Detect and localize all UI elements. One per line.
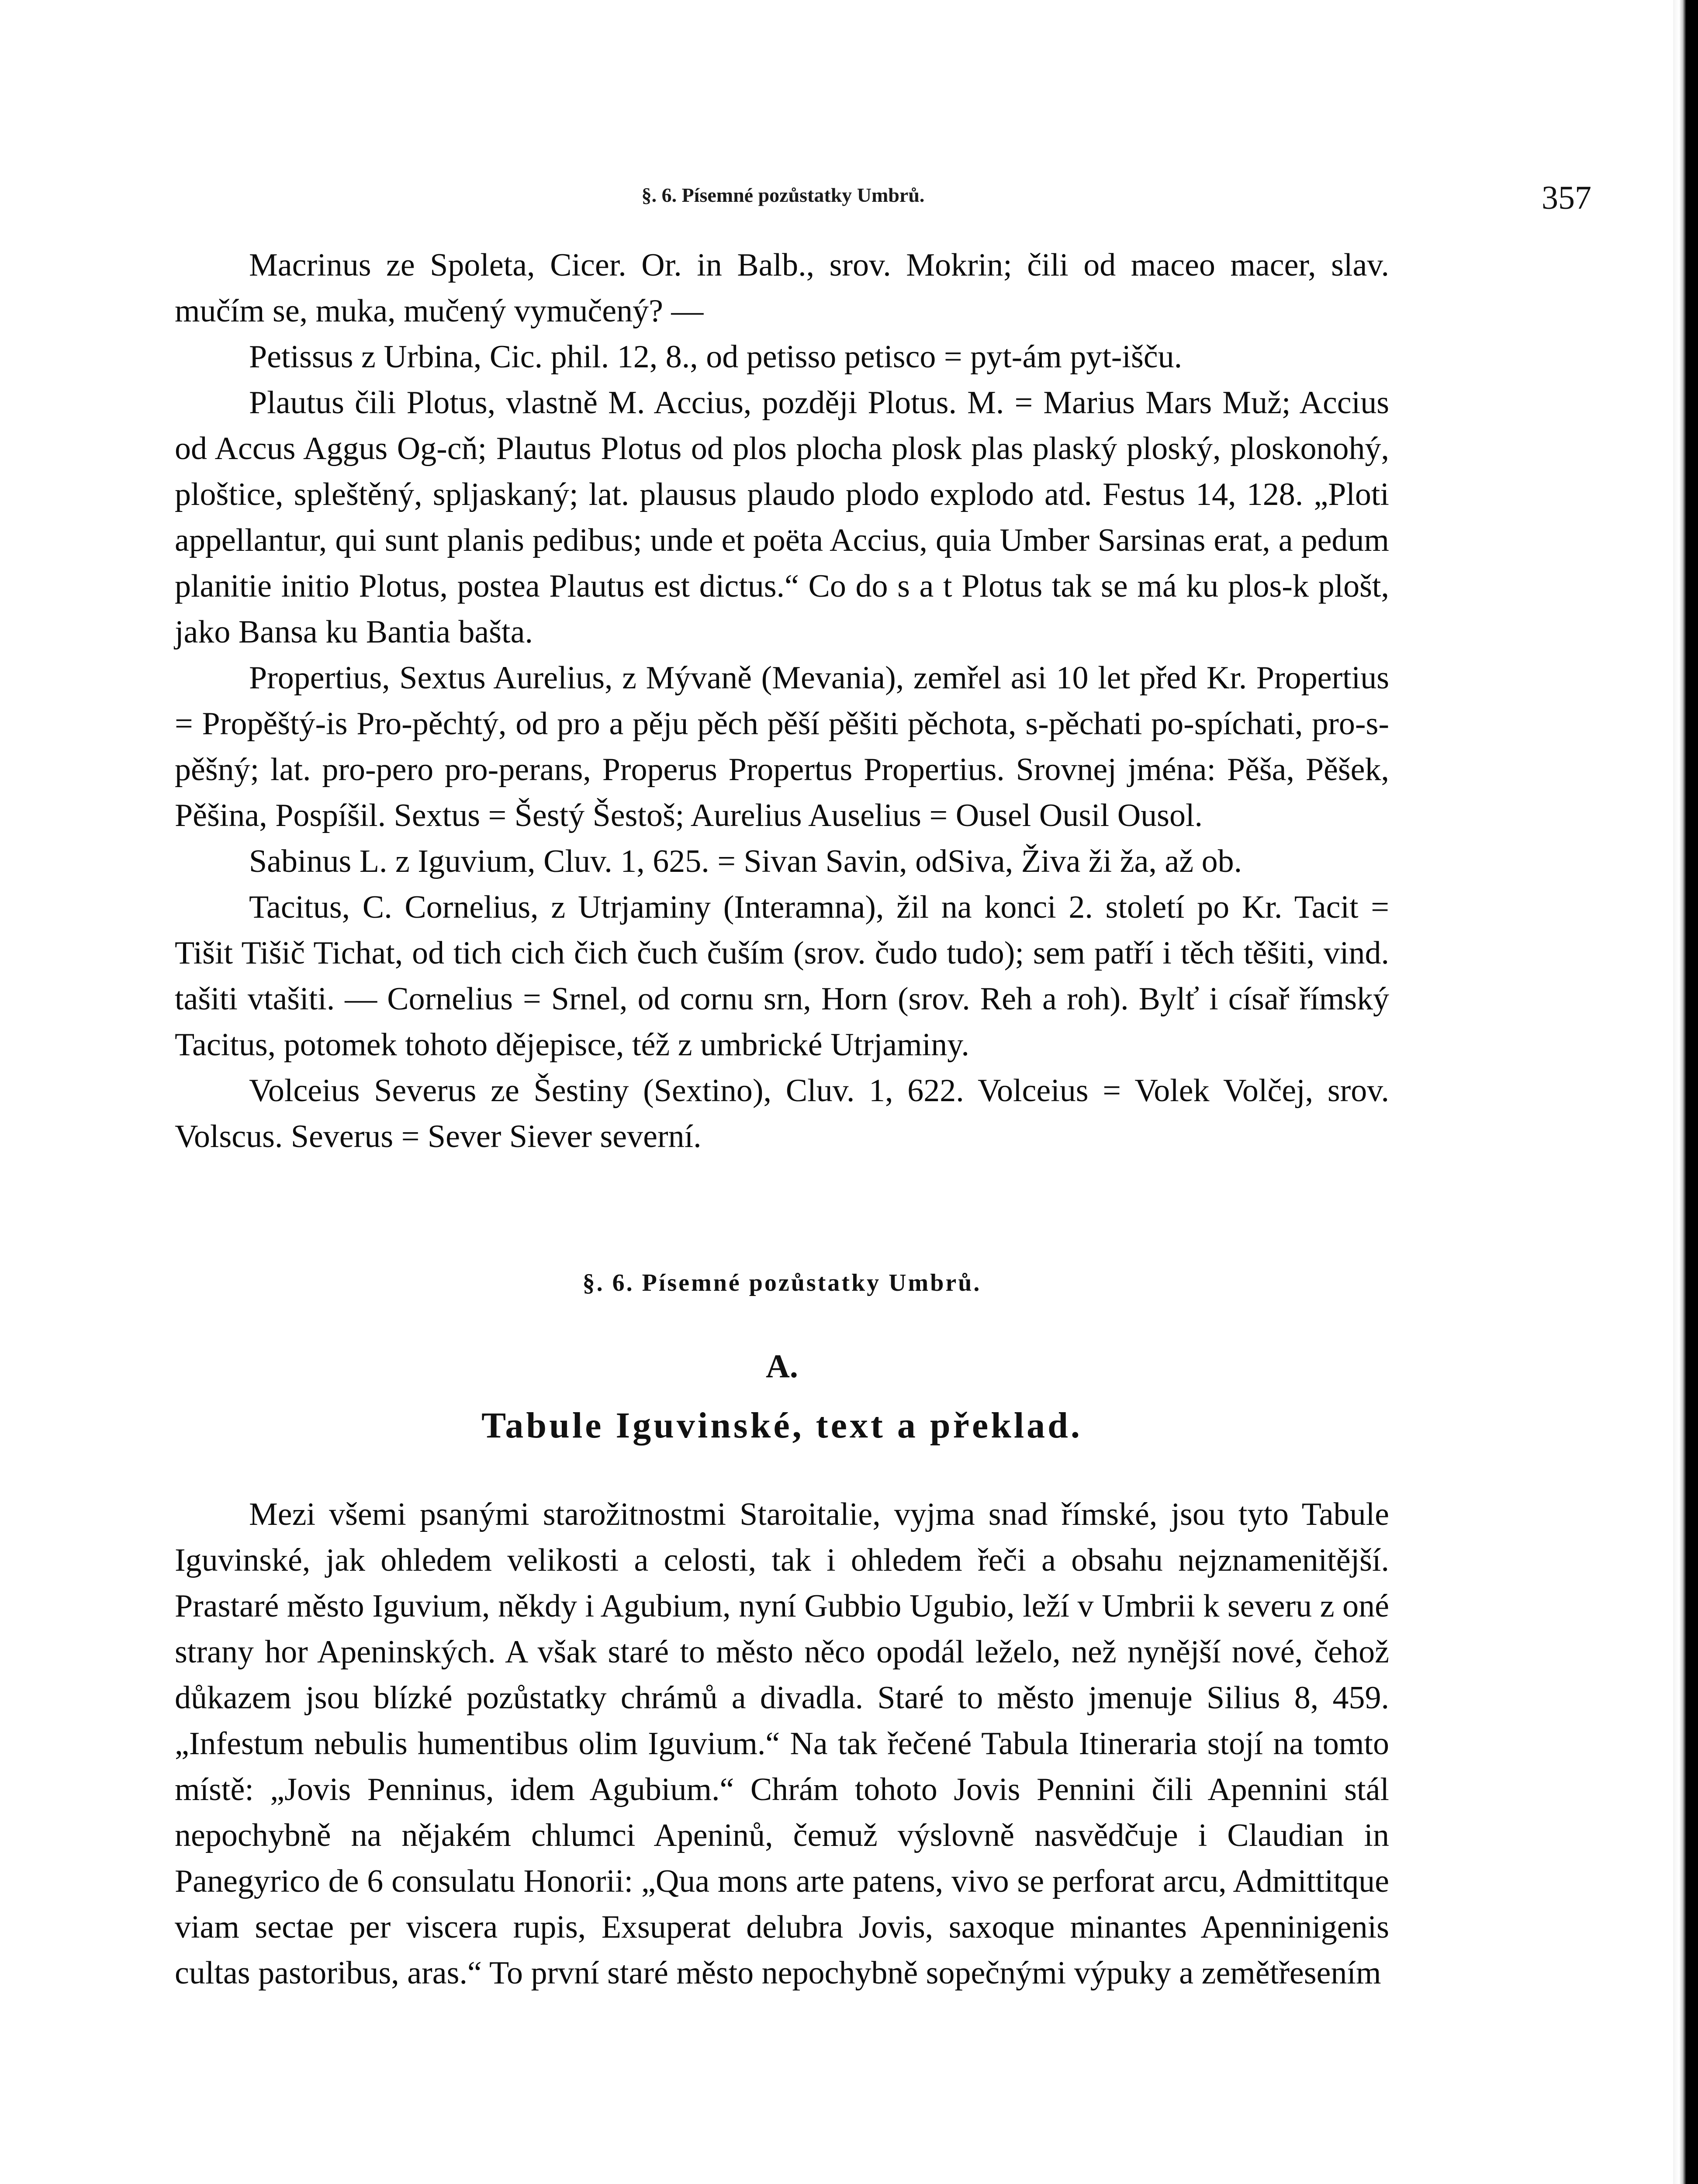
- page-header: [173, 180, 1591, 223]
- running-title: §. 6. Písemné pozůstatky Umbrů.: [641, 184, 925, 206]
- entries-text: [175, 242, 1389, 1160]
- entry-tacitus: Tacitus, C. Cornelius, z Utrjaminy (Interamna), žil na konci 2. století po Kr. Tacit = Tišit Tišič Tichat, od tich cich čich čuch čuším (srov. čudo tudo); sem patří i těch těšiti, vind. tašiti vtašiti. — Cornelius = Srnel, od cornu srn, Horn (srov. Reh a roh). Bylť i císař římský Tacitus, potomek tohoto dějepisce, též z umbrické Utrjaminy.: [175, 889, 1389, 1063]
- section-heading: Tabule Iguvinské, text a překlad.: [481, 1405, 1082, 1446]
- section-paragraph: Mezi všemi psanými starožitnostmi Staroitalie, vyjma snad římské, jsou tyto Tabule Iguvinské, jak ohledem velikosti a celosti, tak i ohledem řeči a obsahu nejznamenitější. Prastaré město Iguvium, někdy i Agubium, nyní Gubbio Ugubio, leží v Umbrii k severu z oné strany hor Apeninských. A však staré to město něco opodál leželo, než nynější nové, čehož důkazem jsou blízké pozůstatky chrámů a divadla. Staré to město jmenuje Silius 8, 459. „Infestum nebulis humentibus olim Iguvium.“ Na tak řečené Tabula Itineraria stojí na tomto místě: „Jovis Penninus, idem Agubium.“ Chrám tohoto Jovis Pennini čili Apennini stál nepochybně na nějakém chlumci Apeninů, čemuž výslovně nasvědčuje i Claudian in Panegyrico de 6 consulatu Honorii: „Qua mons arte patens, vivo se perforat arcu, Admittitque viam sectae per viscera rupis, Exsuperat delubra Jovis, saxoque minantes Apenninigenis cultas pastoribus, aras.“ To první staré město nepochybně sopečnými výpuky a zemětřesením: [175, 1496, 1389, 1991]
- entry-plautus: Plautus čili Plotus, vlastně M. Accius, později Plotus. M. = Marius Mars Muž; Accius od Accus Aggus Og-cň; Plautus Plotus od plos plocha plosk plas plaský ploský, ploskonohý, ploštice, spleštěný, spljaskaný; lat. plausus plaudo plodo explodo atd. Festus 14, 128. „Ploti appellantur, qui sunt planis pedibus; unde et poëta Accius, quia Umber Sarsinas erat, a pedum planitie initio Plotus, postea Plautus est dictus.“ Co do s a t Plotus tak se má ku plos-k plošt, jako Bansa ku Bantia bašta.: [175, 385, 1389, 650]
- scan-edge: [1673, 0, 1698, 2184]
- entry-petissus: Petissus z Urbina, Cic. phil. 12, 8., od petisso petisco = pyt-ám pyt-išču.: [249, 339, 1183, 375]
- entry-sabinus: Sabinus L. z Iguvium, Cluv. 1, 625. = Sivan Savin, odSiva, Živa ži ža, až ob.: [249, 843, 1242, 879]
- entry-volceius: Volceius Severus ze Šestiny (Sextino), Cluv. 1, 622. Volceius = Volek Volčej, srov. Volscus. Severus = Sever Siever severní.: [175, 1073, 1389, 1154]
- page-number: 357: [1542, 180, 1591, 216]
- section-paragraph-block: [175, 1492, 1389, 1996]
- section-letter: A.: [766, 1348, 798, 1385]
- section-title: §. 6. Písemné pozůstatky Umbrů.: [582, 1269, 982, 1296]
- entry-macrinus: Macrinus ze Spoleta, Cicer. Or. in Balb., srov. Mokrin; čili od maceo macer, slav. mučím se, muka, mučený vymučený? —: [175, 247, 1389, 329]
- entry-propertius: Propertius, Sextus Aurelius, z Mývaně (Mevania), zemřel asi 10 let před Kr. Propertius = Propěštý-is Pro-pěchtý, od pro a pěju pěch pěší pěšiti pěchota, s-pěchati po-spíchati, pro-s-pěšný; lat. pro-pero pro-perans, Properus Propertus Propertius. Srovnej jména: Pěša, Pěšek, Pěšina, Pospíšil. Sextus = Šestý Šestoš; Aurelius Auselius = Ousel Ousil Ousol.: [175, 660, 1389, 833]
